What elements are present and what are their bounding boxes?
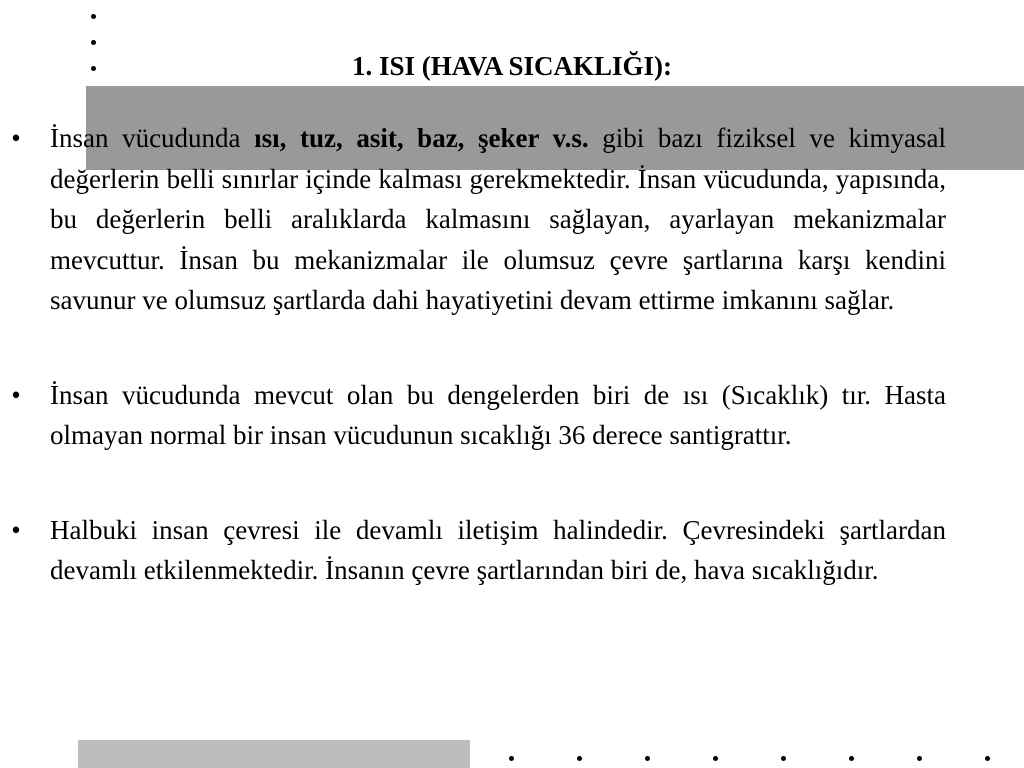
decorative-dot: [781, 756, 786, 761]
bullet-paragraph-2: [6, 375, 946, 456]
decorative-dot: [577, 756, 582, 761]
decorative-dot: [91, 40, 96, 45]
paragraph-text: [50, 123, 946, 315]
paragraph-text: Halbuki insan çevresi ile devamlı iletişim halindedir. Çevresindeki şartlardan devamlı etkilenmektedir. İnsanın çevre şartlarından biri de, hava sıcaklığıdır.: [50, 514, 946, 585]
decorative-dot: [645, 756, 650, 761]
paragraph-text-emphasis: ısı, tuz, asit, baz, şeker v.s.: [254, 123, 589, 153]
paragraph-text-rest: gibi bazı fiziksel ve kimyasal değerlerin belli sınırlar içinde kalması gerekmektedir. İnsan vücudunda, yapısında, bu değerlerin belli aralıklarda kalmasını sağlayan, ayarlayan mekanizmalar mevcuttur. İnsan bu mekanizmalar ile olumsuz çevre şartlarına karşı kendini savunur ve olumsuz şartlarda dahi hayatiyetini devam ettirme imkanını sağlar.: [50, 123, 946, 315]
bullet-icon: •: [11, 379, 21, 410]
decorative-dot: [985, 756, 990, 761]
decorative-gray-band-bottom: [78, 740, 470, 768]
bullet-icon: •: [11, 514, 21, 545]
bullet-paragraph-1: [6, 118, 946, 321]
slide-title: 1. ISI (HAVA SICAKLIĞI):: [351, 51, 673, 81]
decorative-dot: [849, 756, 854, 761]
decorative-dot: [713, 756, 718, 761]
paragraph-text-intro: İnsan vücudunda: [50, 123, 255, 153]
decorative-dot: [917, 756, 922, 761]
decorative-dot: [91, 14, 96, 19]
bullet-icon: •: [11, 123, 21, 153]
decorative-dot: [509, 756, 514, 761]
paragraph-text: İnsan vücudunda mevcut olan bu dengelerden biri de ısı (Sıcaklık) tır. Hasta olmayan normal bir insan vücudunun sıcaklığı 36 derece santigrattır.: [50, 379, 946, 450]
bullet-paragraph-3: [6, 510, 946, 591]
bullet-list: [6, 118, 946, 591]
